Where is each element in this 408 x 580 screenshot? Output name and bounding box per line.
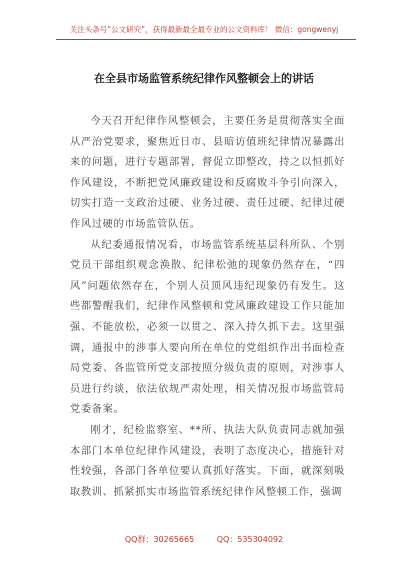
document-body xyxy=(70,112,345,503)
header-divider xyxy=(56,39,356,40)
footer-contact xyxy=(0,534,408,545)
header-banner: 关注头条号“公文研究”，获得最新最全最专业的公文资料库！ 微信：gongwenyj xyxy=(69,25,339,34)
paragraph: 今天召开纪律作风整顿会，主要任务是贯彻落实全面从严治党要求，聚焦近日市、县暗访值班纪律情况暴露出来的问题，进行专题部署，督促立即整改，持之以恒抓好作风建设，不断把党风廉政建设和反腐败斗争引向深入，切实打造一支政治过硬、业务过硬、责任过硬、纪律过硬作风过硬的市场监管队伍。 xyxy=(70,116,345,230)
footer-qq: QQ：535304092 xyxy=(216,535,284,544)
document-title: 在全县市场监管系统纪律作风整顿会上的讲话 xyxy=(94,72,314,85)
paragraph: 从纪委通报情况看，市场监管系统基层科所队、个别党员干部组织观念涣散、纪律松弛的现象仍然存在，“四风”问题依然存在，个别人员顶风违纪现象仍有发生。这些都警醒我们，纪律作风整顿和党风廉政建设工作只能加强、不能放松，必须一以贯之、深入持久抓下去。这里强调，通报中的涉事人要向所在单位的党组织作出书面检查局党委、各监管所党支部按照分级负责的原则，对涉事人员进行约谈，依法依规严肃处理，相关情况报市场监管局党委备案。 xyxy=(70,239,345,416)
paragraph: 刚才，纪检监察室、**所、执法大队负责同志就加强本部门本单位纪律作风建设，表明了态度决心，措施针对性较强，各部门各单位要认真抓好落实。下面，就深刻吸取教训、抓紧抓实市场监管系统纪律作风整顿工作，强调 xyxy=(70,424,345,498)
footer-qq-group: QQ群：30265665 xyxy=(124,535,195,544)
